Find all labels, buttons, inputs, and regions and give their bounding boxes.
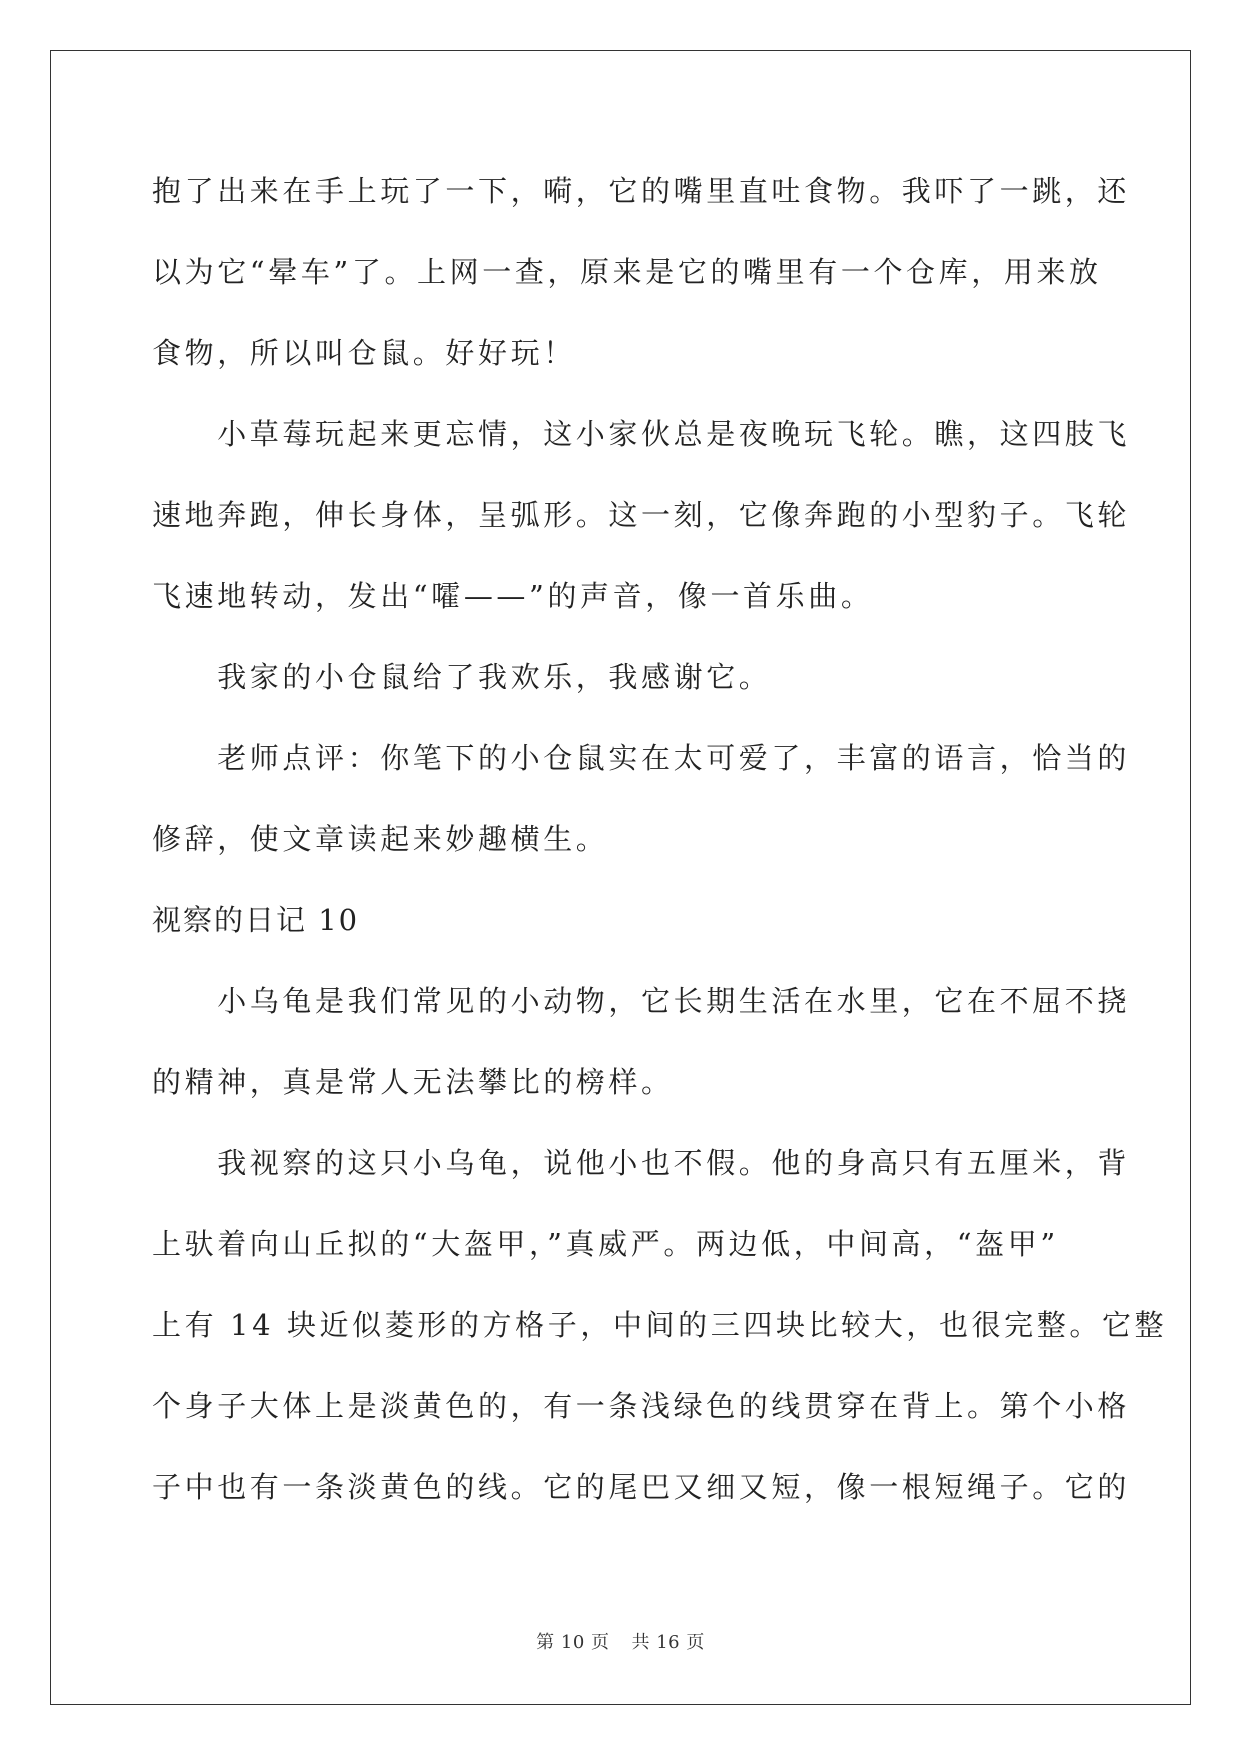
text-line: 修辞，使文章读起来妙趣横生。	[152, 822, 609, 856]
text-line: 上驮着向山丘拟的“大盔甲，”真威严。两边低，中间高，“盔甲”	[152, 1227, 1059, 1261]
text-line: 老师点评：你笔下的小仓鼠实在太可爱了，丰富的语言，恰当的	[152, 741, 1131, 775]
total-pages: 共 16 页	[631, 1632, 705, 1653]
text-line: 速地奔跑，伸长身体，呈弧形。这一刻，它像奔跑的小型豹子。飞轮	[152, 498, 1131, 532]
text-line: 我家的小仓鼠给了我欢乐，我感谢它。	[152, 660, 772, 694]
text-line: 小草莓玩起来更忘情，这小家伙总是夜晚玩飞轮。瞧，这四肢飞	[152, 417, 1131, 451]
section-heading: 视察的日记 10	[152, 903, 360, 937]
text-line: 我视察的这只小乌龟，说他小也不假。他的身高只有五厘米，背	[152, 1146, 1131, 1180]
text-line: 食物，所以叫仓鼠。好好玩！	[152, 336, 576, 370]
text-line: 上有 14 块近似菱形的方格子，中间的三四块比较大，也很完整。它整	[152, 1308, 1168, 1342]
text-line: 子中也有一条淡黄色的线。它的尾巴又细又短，像一根短绳子。它的	[152, 1470, 1131, 1504]
page-footer	[0, 1628, 1241, 1654]
text-line: 抱了出来在手上玩了一下，嗬，它的嘴里直吐食物。我吓了一跳，还	[152, 174, 1131, 208]
text-line: 个身子大体上是淡黄色的，有一条浅绿色的线贯穿在背上。第个小格	[152, 1389, 1131, 1423]
document-body	[152, 158, 1168, 1535]
text-line: 小乌龟是我们常见的小动物，它长期生活在水里，它在不屈不挠	[152, 984, 1131, 1018]
text-line: 以为它“晕车”了。上网一查，原来是它的嘴里有一个仓库，用来放	[152, 255, 1102, 289]
text-line: 的精神，真是常人无法攀比的榜样。	[152, 1065, 674, 1099]
page-number: 第 10 页	[536, 1632, 610, 1653]
text-line: 飞速地转动，发出“嚯——”的声音，像一首乐曲。	[152, 579, 874, 613]
